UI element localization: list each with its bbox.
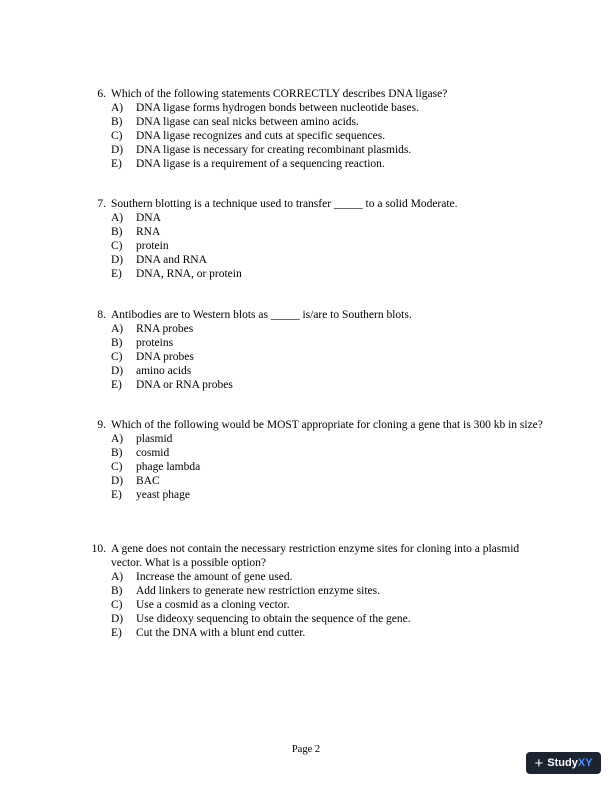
answer-option — [111, 488, 548, 502]
question-10 — [88, 542, 548, 640]
option-letter: B) — [111, 116, 123, 128]
option-text: Use dideoxy sequencing to obtain the sequence of the gene. — [136, 613, 411, 625]
option-letter: B) — [111, 447, 123, 459]
option-letter: E) — [111, 627, 122, 639]
studyxy-logo[interactable] — [526, 752, 601, 774]
option-letter: E) — [111, 379, 122, 391]
logo-text — [547, 756, 592, 770]
option-letter: A) — [111, 433, 124, 445]
logo-brand-suffix: XY — [577, 757, 593, 769]
option-text: cosmid — [136, 447, 170, 459]
question-number: 9. — [97, 419, 106, 431]
answer-option — [111, 584, 548, 598]
answer-option — [111, 101, 548, 115]
option-text: DNA ligase recognizes and cuts at specific sequences. — [136, 130, 386, 142]
answer-option — [111, 378, 548, 392]
answer-option — [111, 239, 548, 253]
option-text: DNA ligase forms hydrogen bonds between nucleotide bases. — [136, 102, 419, 114]
answer-option — [111, 474, 548, 488]
option-letter: E) — [111, 268, 122, 280]
question-7 — [88, 197, 548, 281]
option-letter: C) — [111, 130, 123, 142]
option-text: protein — [136, 240, 169, 252]
answer-option — [111, 143, 548, 157]
answer-option — [111, 350, 548, 364]
question-text: A gene does not contain the necessary restriction enzyme sites for cloning into a plasmid vector. What is a possible option? — [111, 543, 520, 569]
option-text: BAC — [136, 475, 160, 487]
answer-option — [111, 267, 548, 281]
option-letter: C) — [111, 461, 123, 473]
answer-options — [88, 211, 548, 281]
option-letter: B) — [111, 585, 123, 597]
answer-option — [111, 570, 548, 584]
answer-option — [111, 322, 548, 336]
option-text: DNA ligase is necessary for creating recombinant plasmids. — [136, 144, 412, 156]
question-number: 8. — [97, 309, 106, 321]
answer-option — [111, 225, 548, 239]
answer-option — [111, 115, 548, 129]
question-text: Which of the following statements CORRECTLY describes DNA ligase? — [111, 88, 448, 100]
question-8 — [88, 308, 548, 392]
question-number: 10. — [91, 543, 106, 555]
option-text: DNA — [136, 212, 161, 224]
question-text: Southern blotting is a technique used to transfer _____ to a solid Moderate. — [111, 198, 458, 210]
answer-options — [88, 570, 548, 640]
option-letter: A) — [111, 212, 124, 224]
answer-option — [111, 460, 548, 474]
logo-brand-prefix: Study — [547, 757, 578, 769]
question-text: Antibodies are to Western blots as _____ is/are to Southern blots. — [111, 309, 412, 321]
answer-option — [111, 253, 548, 267]
option-text: DNA and RNA — [136, 254, 207, 266]
option-text: Cut the DNA with a blunt end cutter. — [136, 627, 306, 639]
option-letter: D) — [111, 475, 124, 487]
option-text: DNA probes — [136, 351, 194, 363]
option-letter: D) — [111, 365, 124, 377]
answer-option — [111, 612, 548, 626]
option-letter: C) — [111, 599, 123, 611]
answer-option — [111, 626, 548, 640]
option-text: DNA ligase is a requirement of a sequencing reaction. — [136, 158, 385, 170]
answer-option — [111, 364, 548, 378]
answer-options — [88, 432, 548, 502]
page-number: Page 2 — [291, 744, 321, 755]
option-text: DNA ligase can seal nicks between amino acids. — [136, 116, 359, 128]
option-text: Increase the amount of gene used. — [136, 571, 293, 583]
answer-option — [111, 598, 548, 612]
option-text: RNA — [136, 226, 161, 238]
option-letter: D) — [111, 613, 124, 625]
option-text: RNA probes — [136, 323, 194, 335]
answer-option — [111, 432, 548, 446]
option-text: Use a cosmid as a cloning vector. — [136, 599, 290, 611]
answer-option — [111, 336, 548, 350]
option-letter: E) — [111, 489, 122, 501]
option-letter: B) — [111, 337, 123, 349]
option-letter: D) — [111, 254, 124, 266]
plus-icon: + — [534, 754, 544, 772]
question-6 — [88, 87, 548, 171]
option-letter: A) — [111, 571, 124, 583]
answer-option — [111, 211, 548, 225]
question-number: 7. — [97, 198, 106, 210]
option-letter: A) — [111, 323, 124, 335]
question-9 — [88, 418, 548, 502]
option-text: amino acids — [136, 365, 192, 377]
question-text: Which of the following would be MOST appropriate for cloning a gene that is 300 kb in size? — [111, 419, 543, 431]
answer-option — [111, 446, 548, 460]
option-text: DNA or RNA probes — [136, 379, 233, 391]
answer-option — [111, 157, 548, 171]
option-letter: A) — [111, 102, 124, 114]
option-text: plasmid — [136, 433, 173, 445]
question-number: 6. — [97, 88, 106, 100]
option-letter: D) — [111, 144, 124, 156]
option-text: DNA, RNA, or protein — [136, 268, 242, 280]
option-letter: B) — [111, 226, 123, 238]
answer-option — [111, 129, 548, 143]
option-text: yeast phage — [136, 489, 190, 501]
option-letter: C) — [111, 240, 123, 252]
option-letter: E) — [111, 158, 122, 170]
option-text: proteins — [136, 337, 174, 349]
option-letter: C) — [111, 351, 123, 363]
option-text: phage lambda — [136, 461, 201, 473]
answer-options — [88, 322, 548, 392]
answer-options — [88, 101, 548, 171]
option-text: Add linkers to generate new restriction enzyme sites. — [136, 585, 380, 597]
